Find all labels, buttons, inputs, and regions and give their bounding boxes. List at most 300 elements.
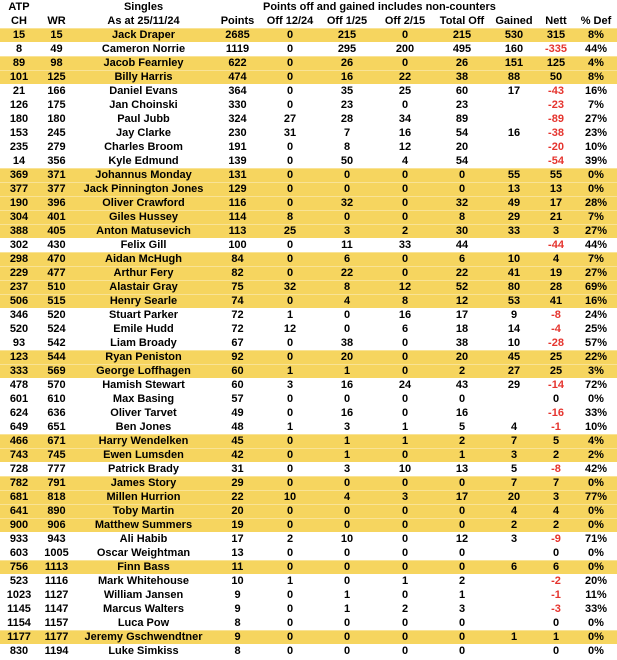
cell-name[interactable]: William Jansen	[103, 589, 184, 601]
cell-wr[interactable]: 1147	[44, 603, 69, 615]
cell-points[interactable]: 191	[228, 141, 247, 153]
cell-off-2-15[interactable]: 16	[398, 127, 412, 139]
cell-total-off[interactable]: 0	[458, 617, 466, 629]
cell-points[interactable]: 1119	[225, 43, 250, 55]
cell-name[interactable]: Billy Harris	[114, 71, 173, 83]
cell-nett[interactable]: -14	[548, 379, 564, 391]
cell-gained[interactable]	[491, 392, 537, 406]
cell-points[interactable]: 131	[228, 169, 247, 181]
cell-ch[interactable]: 728	[9, 463, 29, 475]
cell-gained[interactable]: 9	[510, 309, 518, 321]
cell-nett[interactable]: 315	[546, 29, 566, 41]
cell-off-12-24[interactable]: 1	[286, 575, 294, 587]
cell-off-1-25[interactable]: 0	[343, 631, 351, 643]
cell-nett[interactable]: 4	[552, 253, 560, 265]
cell-off-12-24[interactable]: 1	[286, 309, 294, 321]
cell-ch[interactable]: 1145	[7, 603, 31, 615]
cell-off-2-15[interactable]: 0	[401, 57, 409, 69]
cell-points[interactable]: 29	[231, 477, 244, 489]
cell-total-off[interactable]: 0	[458, 505, 466, 517]
cell-off-12-24[interactable]: 0	[286, 589, 294, 601]
cell-total-off[interactable]: 54	[455, 127, 469, 139]
cell-points[interactable]: 82	[231, 267, 244, 279]
cell-points[interactable]: 49	[231, 407, 244, 419]
cell-wr[interactable]: 745	[47, 449, 66, 461]
cell-points[interactable]: 622	[228, 57, 247, 69]
cell-off-2-15[interactable]: 12	[398, 141, 412, 153]
cell-off-12-24[interactable]: 0	[286, 197, 294, 209]
cell-off-1-25[interactable]: 10	[340, 533, 354, 545]
cell-wr[interactable]: 49	[50, 43, 63, 55]
cell-pct-def[interactable]: 8%	[588, 71, 604, 83]
cell-off-1-25[interactable]: 16	[340, 71, 354, 83]
cell-pct-def[interactable]: 71%	[584, 533, 608, 545]
cell-total-off[interactable]: 13	[455, 463, 469, 475]
cell-name[interactable]: Toby Martin	[112, 505, 175, 517]
cell-off-2-15[interactable]: 200	[395, 43, 415, 55]
cell-gained[interactable]: 17	[507, 85, 521, 97]
cell-off-1-25[interactable]: 38	[340, 337, 354, 349]
cell-total-off[interactable]: 1	[458, 589, 466, 601]
cell-nett[interactable]: -8	[551, 463, 561, 475]
cell-pct-def[interactable]: 0%	[588, 169, 604, 181]
cell-total-off[interactable]: 0	[458, 547, 466, 559]
cell-nett[interactable]: -3	[551, 603, 561, 615]
cell-gained[interactable]: 7	[510, 477, 518, 489]
cell-name[interactable]: Jay Clarke	[115, 127, 172, 139]
cell-name[interactable]: Ben Jones	[115, 421, 172, 433]
cell-gained[interactable]: 10	[507, 253, 521, 265]
cell-off-1-25[interactable]: 0	[343, 617, 351, 629]
cell-total-off[interactable]: 30	[455, 225, 469, 237]
cell-name[interactable]: Liam Broady	[110, 337, 177, 349]
cell-gained[interactable]: 14	[507, 323, 521, 335]
cell-off-2-15[interactable]: 33	[398, 239, 412, 251]
cell-total-off[interactable]: 2	[458, 365, 466, 377]
cell-total-off[interactable]: 0	[458, 169, 466, 181]
cell-nett[interactable]: -43	[548, 85, 564, 97]
cell-name[interactable]: Felix Gill	[120, 239, 167, 251]
cell-ch[interactable]: 298	[9, 253, 29, 265]
cell-pct-def[interactable]: 33%	[584, 603, 608, 615]
cell-ch[interactable]: 369	[9, 169, 29, 181]
cell-wr[interactable]: 890	[47, 505, 66, 517]
cell-name[interactable]: Luke Simkiss	[108, 645, 179, 657]
cell-total-off[interactable]: 0	[458, 477, 466, 489]
cell-off-1-25[interactable]: 0	[343, 547, 351, 559]
cell-off-12-24[interactable]: 1	[286, 421, 294, 433]
cell-total-off[interactable]: 12	[455, 533, 469, 545]
cell-points[interactable]: 72	[231, 309, 244, 321]
cell-pct-def[interactable]: 0%	[588, 631, 604, 643]
cell-wr[interactable]: 98	[50, 57, 63, 69]
cell-off-2-15[interactable]: 1	[401, 421, 409, 433]
cell-points[interactable]: 116	[228, 197, 247, 209]
cell-nett[interactable]: 0	[552, 547, 560, 559]
cell-ch[interactable]: 1177	[7, 631, 31, 643]
cell-wr[interactable]: 245	[47, 127, 66, 139]
cell-pct-def[interactable]: 3%	[588, 365, 604, 377]
cell-total-off[interactable]: 89	[455, 113, 469, 125]
cell-off-2-15[interactable]: 10	[398, 463, 412, 475]
cell-ch[interactable]: 302	[9, 239, 29, 251]
cell-ch[interactable]: 523	[9, 575, 29, 587]
cell-pct-def[interactable]: 0%	[588, 519, 604, 531]
cell-total-off[interactable]: 0	[458, 561, 466, 573]
cell-off-12-24[interactable]: 0	[286, 603, 294, 615]
cell-nett[interactable]: -4	[551, 323, 561, 335]
cell-total-off[interactable]: 16	[455, 407, 469, 419]
cell-ch[interactable]: 15	[12, 29, 26, 41]
cell-ch[interactable]: 681	[9, 491, 29, 503]
cell-nett[interactable]: -9	[551, 533, 561, 545]
cell-nett[interactable]: 55	[549, 169, 563, 181]
cell-nett[interactable]: 3	[552, 225, 560, 237]
cell-off-1-25[interactable]: 0	[343, 519, 351, 531]
cell-nett[interactable]: 19	[549, 267, 563, 279]
cell-total-off[interactable]: 38	[455, 71, 469, 83]
cell-points[interactable]: 114	[228, 211, 247, 223]
cell-total-off[interactable]: 2	[458, 575, 466, 587]
cell-gained[interactable]: 16	[507, 127, 521, 139]
cell-off-1-25[interactable]: 8	[343, 281, 351, 293]
cell-gained[interactable]: 4	[510, 505, 518, 517]
cell-ch[interactable]: 333	[9, 365, 29, 377]
cell-ch[interactable]: 506	[9, 295, 29, 307]
cell-nett[interactable]: 125	[546, 57, 566, 69]
cell-off-1-25[interactable]: 6	[343, 253, 351, 265]
cell-total-off[interactable]: 1	[458, 449, 466, 461]
cell-total-off[interactable]: 43	[455, 379, 469, 391]
cell-wr[interactable]: 477	[47, 267, 66, 279]
cell-name[interactable]: Ali Habib	[119, 533, 168, 545]
cell-off-2-15[interactable]: 0	[401, 589, 409, 601]
cell-name[interactable]: Jack Draper	[112, 29, 175, 41]
cell-pct-def[interactable]: 10%	[584, 421, 608, 433]
cell-nett[interactable]: 6	[552, 561, 560, 573]
cell-nett[interactable]: 2	[552, 449, 560, 461]
cell-off-1-25[interactable]: 0	[343, 323, 351, 335]
cell-off-2-15[interactable]: 8	[401, 295, 409, 307]
cell-pct-def[interactable]: 7%	[588, 253, 604, 265]
cell-pct-def[interactable]: 0%	[588, 561, 604, 573]
cell-gained[interactable]: 160	[504, 43, 524, 55]
cell-off-2-15[interactable]: 6	[401, 323, 409, 335]
cell-total-off[interactable]: 0	[458, 631, 466, 643]
cell-nett[interactable]: 0	[552, 617, 560, 629]
cell-wr[interactable]: 279	[47, 141, 66, 153]
cell-pct-def[interactable]: 28%	[584, 197, 608, 209]
cell-pct-def[interactable]: 4%	[588, 435, 604, 447]
cell-ch[interactable]: 153	[9, 127, 29, 139]
cell-off-2-15[interactable]: 34	[398, 113, 412, 125]
cell-wr[interactable]: 651	[47, 421, 66, 433]
cell-off-2-15[interactable]: 0	[401, 211, 409, 223]
cell-off-1-25[interactable]: 23	[340, 99, 354, 111]
cell-total-off[interactable]: 17	[455, 491, 469, 503]
cell-wr[interactable]: 15	[50, 29, 63, 41]
cell-nett[interactable]: -335	[544, 43, 568, 55]
cell-name[interactable]: Anton Matusevich	[96, 225, 191, 237]
cell-off-1-25[interactable]: 1	[343, 449, 351, 461]
cell-off-1-25[interactable]: 3	[343, 463, 351, 475]
cell-name[interactable]: Jeremy Gschwendtner	[84, 631, 203, 643]
cell-name[interactable]: Max Basing	[112, 393, 175, 405]
cell-off-1-25[interactable]: 0	[343, 393, 351, 405]
cell-pct-def[interactable]: 7%	[588, 99, 604, 111]
cell-ch[interactable]: 235	[9, 141, 29, 153]
cell-off-12-24[interactable]: 0	[286, 617, 294, 629]
cell-name[interactable]: Charles Broom	[104, 141, 183, 153]
cell-pct-def[interactable]: 0%	[588, 183, 604, 195]
cell-points[interactable]: 9	[234, 589, 241, 601]
cell-off-12-24[interactable]: 0	[286, 71, 294, 83]
cell-pct-def[interactable]: 57%	[584, 337, 608, 349]
cell-off-1-25[interactable]: 50	[340, 155, 354, 167]
cell-pct-def[interactable]: 69%	[584, 281, 608, 293]
cell-ch[interactable]: 1023	[6, 589, 32, 601]
cell-wr[interactable]: 377	[47, 183, 66, 195]
cell-off-12-24[interactable]: 32	[283, 281, 297, 293]
cell-off-12-24[interactable]: 0	[286, 267, 294, 279]
cell-off-12-24[interactable]: 0	[286, 29, 294, 41]
cell-nett[interactable]: 25	[549, 365, 563, 377]
cell-wr[interactable]: 1113	[44, 561, 69, 573]
cell-off-2-15[interactable]: 0	[401, 477, 409, 489]
cell-total-off[interactable]: 17	[455, 309, 469, 321]
cell-off-12-24[interactable]: 0	[286, 477, 294, 489]
cell-total-off[interactable]: 18	[455, 323, 469, 335]
cell-off-1-25[interactable]: 22	[340, 267, 354, 279]
cell-off-2-15[interactable]: 0	[401, 183, 409, 195]
cell-wr[interactable]: 396	[47, 197, 66, 209]
cell-total-off[interactable]: 3	[458, 603, 466, 615]
cell-points[interactable]: 60	[231, 379, 244, 391]
cell-gained[interactable]: 4	[510, 421, 518, 433]
cell-off-2-15[interactable]: 0	[401, 253, 409, 265]
cell-off-1-25[interactable]: 0	[343, 309, 351, 321]
cell-off-2-15[interactable]: 0	[401, 519, 409, 531]
cell-off-2-15[interactable]: 0	[401, 547, 409, 559]
cell-ch[interactable]: 478	[9, 379, 29, 391]
cell-points[interactable]: 364	[228, 85, 247, 97]
cell-total-off[interactable]: 0	[458, 393, 466, 405]
cell-off-12-24[interactable]: 12	[283, 323, 297, 335]
cell-nett[interactable]: -28	[548, 337, 564, 349]
cell-off-12-24[interactable]: 31	[283, 127, 297, 139]
cell-off-12-24[interactable]: 0	[286, 561, 294, 573]
cell-nett[interactable]: -8	[551, 309, 561, 321]
cell-ch[interactable]: 743	[9, 449, 29, 461]
cell-pct-def[interactable]: 27%	[584, 267, 608, 279]
cell-off-12-24[interactable]: 0	[286, 337, 294, 349]
cell-off-12-24[interactable]: 0	[286, 295, 294, 307]
cell-total-off[interactable]: 54	[455, 155, 469, 167]
cell-ch[interactable]: 126	[9, 99, 29, 111]
cell-off-2-15[interactable]: 0	[401, 505, 409, 517]
cell-total-off[interactable]: 5	[458, 421, 466, 433]
cell-total-off[interactable]: 6	[458, 253, 466, 265]
cell-name[interactable]: Ewen Lumsden	[103, 449, 184, 461]
cell-nett[interactable]: 5	[552, 435, 560, 447]
cell-off-12-24[interactable]: 0	[286, 351, 294, 363]
cell-name[interactable]: Johannus Monday	[95, 169, 192, 181]
cell-off-12-24[interactable]: 25	[283, 225, 297, 237]
cell-wr[interactable]: 570	[47, 379, 66, 391]
cell-pct-def[interactable]: 0%	[588, 645, 604, 657]
cell-wr[interactable]: 1157	[44, 617, 69, 629]
cell-off-2-15[interactable]: 0	[401, 533, 409, 545]
cell-total-off[interactable]: 23	[455, 99, 469, 111]
cell-ch[interactable]: 123	[9, 351, 29, 363]
cell-off-12-24[interactable]: 3	[286, 379, 294, 391]
cell-off-1-25[interactable]: 1	[343, 435, 351, 447]
cell-off-2-15[interactable]: 0	[401, 645, 409, 657]
cell-pct-def[interactable]: 27%	[584, 113, 608, 125]
cell-wr[interactable]: 166	[47, 85, 66, 97]
cell-gained[interactable]: 49	[507, 197, 521, 209]
cell-gained[interactable]	[491, 98, 537, 112]
cell-off-1-25[interactable]: 4	[343, 295, 351, 307]
cell-pct-def[interactable]: 0%	[588, 477, 604, 489]
cell-pct-def[interactable]: 25%	[584, 323, 608, 335]
cell-off-1-25[interactable]: 1	[343, 365, 351, 377]
cell-points[interactable]: 8	[234, 617, 241, 629]
cell-pct-def[interactable]: 39%	[584, 155, 608, 167]
cell-off-2-15[interactable]: 25	[398, 85, 412, 97]
cell-off-2-15[interactable]: 22	[398, 71, 412, 83]
cell-total-off[interactable]: 26	[455, 57, 469, 69]
cell-ch[interactable]: 933	[9, 533, 29, 545]
cell-points[interactable]: 330	[228, 99, 247, 111]
cell-off-12-24[interactable]: 0	[286, 547, 294, 559]
cell-nett[interactable]: -2	[551, 575, 561, 587]
cell-off-12-24[interactable]: 0	[286, 407, 294, 419]
cell-ch[interactable]: 649	[9, 421, 29, 433]
cell-total-off[interactable]: 20	[455, 141, 469, 153]
cell-pct-def[interactable]: 0%	[588, 547, 604, 559]
cell-off-1-25[interactable]: 0	[343, 561, 351, 573]
cell-off-12-24[interactable]: 8	[286, 211, 294, 223]
cell-points[interactable]: 67	[231, 337, 244, 349]
cell-pct-def[interactable]: 10%	[584, 141, 608, 153]
cell-off-1-25[interactable]: 28	[340, 113, 354, 125]
cell-total-off[interactable]: 215	[452, 29, 472, 41]
cell-points[interactable]: 19	[231, 519, 244, 531]
cell-wr[interactable]: 791	[47, 477, 66, 489]
cell-name[interactable]: Millen Hurrion	[106, 491, 181, 503]
cell-total-off[interactable]: 8	[458, 211, 466, 223]
cell-ch[interactable]: 641	[9, 505, 29, 517]
cell-nett[interactable]: 21	[549, 211, 563, 223]
cell-gained[interactable]: 20	[507, 491, 521, 503]
cell-nett[interactable]: 41	[549, 295, 563, 307]
cell-off-1-25[interactable]: 215	[337, 29, 357, 41]
cell-off-2-15[interactable]: 0	[401, 449, 409, 461]
cell-off-12-24[interactable]: 10	[283, 491, 297, 503]
cell-off-12-24[interactable]: 2	[286, 533, 294, 545]
cell-gained[interactable]: 29	[507, 211, 521, 223]
cell-wr[interactable]: 1116	[44, 575, 69, 587]
cell-off-1-25[interactable]: 20	[340, 351, 354, 363]
cell-name[interactable]: Jacob Fearnley	[103, 57, 184, 69]
cell-ch[interactable]: 377	[9, 183, 29, 195]
cell-ch[interactable]: 782	[9, 477, 29, 489]
cell-total-off[interactable]: 495	[452, 43, 472, 55]
cell-off-2-15[interactable]: 0	[401, 99, 409, 111]
cell-ch[interactable]: 8	[15, 43, 23, 55]
cell-off-1-25[interactable]: 0	[343, 505, 351, 517]
cell-nett[interactable]: 0	[552, 393, 560, 405]
cell-off-2-15[interactable]: 0	[401, 561, 409, 573]
cell-name[interactable]: Finn Bass	[117, 561, 170, 573]
cell-off-1-25[interactable]: 1	[343, 603, 351, 615]
cell-points[interactable]: 22	[231, 491, 244, 503]
cell-wr[interactable]: 515	[47, 295, 66, 307]
cell-nett[interactable]: -54	[548, 155, 564, 167]
cell-nett[interactable]: 17	[549, 197, 563, 209]
cell-off-2-15[interactable]: 0	[401, 393, 409, 405]
cell-off-12-24[interactable]: 0	[286, 239, 294, 251]
cell-ch[interactable]: 900	[9, 519, 29, 531]
cell-points[interactable]: 113	[228, 225, 247, 237]
cell-gained[interactable]	[491, 616, 537, 630]
cell-points[interactable]: 57	[231, 393, 244, 405]
cell-nett[interactable]: -1	[551, 421, 561, 433]
cell-points[interactable]: 48	[231, 421, 244, 433]
cell-off-1-25[interactable]: 1	[343, 589, 351, 601]
cell-gained[interactable]: 6	[510, 561, 518, 573]
cell-nett[interactable]: 50	[549, 71, 563, 83]
cell-pct-def[interactable]: 23%	[584, 127, 608, 139]
cell-pct-def[interactable]: 4%	[588, 57, 604, 69]
cell-name[interactable]: Jack Pinnington Jones	[83, 183, 204, 195]
cell-ch[interactable]: 603	[9, 547, 29, 559]
cell-wr[interactable]: 1005	[44, 547, 69, 559]
cell-total-off[interactable]: 44	[455, 239, 469, 251]
cell-points[interactable]: 92	[231, 351, 244, 363]
cell-points[interactable]: 13	[231, 547, 244, 559]
cell-gained[interactable]: 2	[510, 519, 518, 531]
cell-off-2-15[interactable]: 3	[401, 491, 409, 503]
cell-name[interactable]: Hamish Stewart	[102, 379, 185, 391]
cell-gained[interactable]	[491, 112, 537, 126]
cell-gained[interactable]: 5	[510, 463, 518, 475]
cell-wr[interactable]: 180	[47, 113, 66, 125]
cell-wr[interactable]: 175	[47, 99, 66, 111]
cell-off-1-25[interactable]: 3	[343, 421, 351, 433]
cell-ch[interactable]: 180	[9, 113, 29, 125]
cell-off-2-15[interactable]: 0	[401, 337, 409, 349]
cell-name[interactable]: Henry Searle	[109, 295, 178, 307]
cell-points[interactable]: 139	[228, 155, 247, 167]
cell-ch[interactable]: 237	[9, 281, 29, 293]
cell-nett[interactable]: 13	[549, 183, 563, 195]
cell-ch[interactable]: 21	[12, 85, 26, 97]
cell-pct-def[interactable]: 20%	[584, 575, 608, 587]
cell-total-off[interactable]: 20	[455, 351, 469, 363]
cell-wr[interactable]: 1194	[44, 645, 69, 657]
cell-off-2-15[interactable]: 1	[401, 435, 409, 447]
cell-name[interactable]: Marcus Walters	[103, 603, 184, 615]
cell-gained[interactable]	[491, 644, 537, 658]
cell-total-off[interactable]: 2	[458, 435, 466, 447]
cell-wr[interactable]: 371	[47, 169, 66, 181]
cell-wr[interactable]: 356	[47, 155, 66, 167]
cell-off-1-25[interactable]: 16	[340, 407, 354, 419]
cell-off-12-24[interactable]: 0	[286, 57, 294, 69]
cell-off-1-25[interactable]: 16	[340, 379, 354, 391]
